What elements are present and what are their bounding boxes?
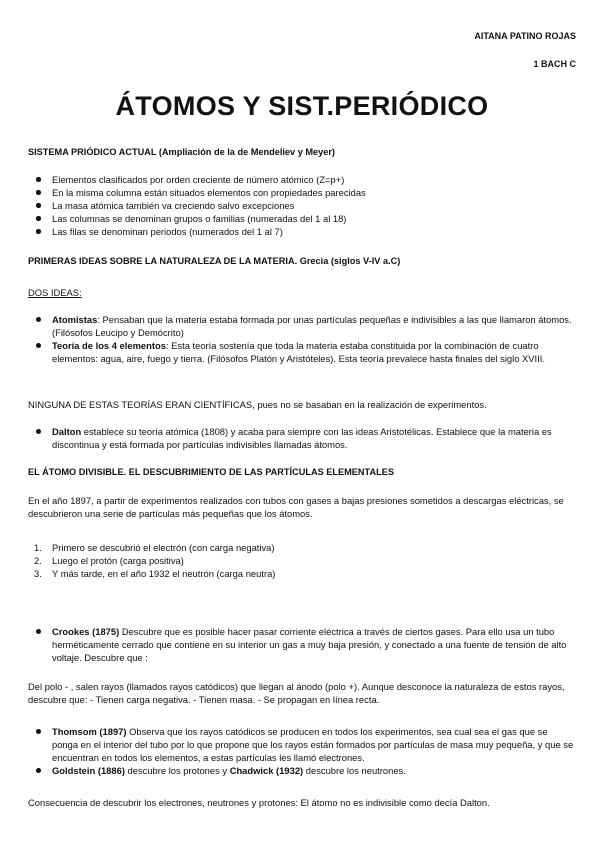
author-name: AITANA PATINO ROJAS <box>474 31 576 41</box>
dalton-term: Dalton <box>52 426 82 437</box>
thomsom-term: Thomsom (1897) <box>52 726 127 737</box>
list-item <box>28 625 576 664</box>
discovery-steps <box>28 541 576 580</box>
list-item <box>28 554 576 567</box>
section2-note: NINGUNA DE ESTAS TEORÍAS ERAN CIENTÍFICAS, pues no se basaban en la realización de experimentos. <box>28 399 487 410</box>
goldstein-text: descubre los protones y <box>124 765 230 776</box>
list-item: Las columnas se denominan grupos o familias (numeradas del 1 al 18) <box>28 212 576 225</box>
course-label: 1 BACH C <box>533 59 576 69</box>
crookes-list <box>28 625 576 664</box>
list-item <box>28 764 576 777</box>
crookes-term: Crookes (1875) <box>52 626 120 637</box>
thomsom-text: Observa que los rayos catódicos se producen en todos los experimentos, sea cual sea el gas que se ponga en el interior del tubo por lo que propone que los rayos están formados por partículas de masa muy pequeña, y que se encuentran en todos los elementos, a estas partículas les llamó electrones. <box>52 726 574 763</box>
list-item <box>28 567 576 580</box>
list-item <box>28 339 576 365</box>
list-item: Las filas se denominan periodos (numerados del 1 al 7) <box>28 225 576 238</box>
step-number: 1. <box>34 542 42 553</box>
chadwick-term: Chadwick (1932) <box>229 765 304 776</box>
polo-paragraph: Del polo - , salen rayos (llamados rayos catódicos) que llegan al ánodo (polo +). Aunque desconoce la naturaleza de estos rayos, descubre que: - Tienen carga negativa. - Tienen masa. - Se propagan en línea recta. <box>28 681 565 705</box>
ideas-list <box>28 313 576 365</box>
list-item <box>28 541 576 554</box>
thomsom-list <box>28 725 576 777</box>
step-number: 2. <box>34 555 42 566</box>
page-title: ÁTOMOS Y SIST.PERIÓDICO <box>115 91 489 121</box>
conclusion-paragraph: Consecuencia de descubrir los electrones, neutrones y protones: El átomo no es indivisible como decía Dalton. <box>28 797 490 808</box>
crookes-text: Descubre que es posible hacer pasar corriente eléctrica a través de ciertos gases. Para ello usa un tubo herméticamente cerrado que contiene en su interior un gas a muy baja presión, y conectado a una fuente de tensión de alto voltaje. Descubre que : <box>52 626 567 663</box>
step-text: Y más tarde, en el año 1932 el neutrón (carga neutra) <box>52 568 276 579</box>
section3-intro: En el año 1897, a partir de experimentos realizados con tubos con gases a bajas presiones sometidos a descargas eléctricas, se descubrieron una serie de partículas más pequeñas que los átomos. <box>28 495 564 519</box>
list-item: En la misma columna están situados elementos con propiedades parecidas <box>28 186 576 199</box>
dalton-list <box>28 425 576 451</box>
step-text: Luego el protón (carga positiva) <box>52 555 184 566</box>
section1-list <box>28 173 576 238</box>
list-item <box>28 425 576 451</box>
step-text: Primero se descubrió el electrón (con carga negativa) <box>52 542 275 553</box>
dalton-text: establece su teoría atómica (1808) y acaba para siempre con las ideas Aristotélicas. Establece que la materia es discontinua y está formada por partículas indivisibles llamadas átomos. <box>52 426 552 450</box>
chadwick-text: descubre los neutrones. <box>303 765 406 776</box>
idea-text: : Pensaban que la materia estaba formada por unas partículas pequeñas e indivisibles a las que llamaron átomos. (Filósofos Leucipo y Demócrito) <box>52 314 572 338</box>
idea-term: Atomistas <box>52 314 98 325</box>
idea-text: : Esta teoría sostenía que toda la materia estaba constituida por la combinación de cuatro elementos: agua, aire, fuego y tierra. (Filósofos Platón y Aristóteles). Esta teoría prevalece hasta finales del siglo XVIII. <box>52 340 545 364</box>
list-item: Elementos clasificados por orden creciente de número atómico (Z=p+) <box>28 173 576 186</box>
list-item: La masa atómica también va creciendo salvo excepciones <box>28 199 576 212</box>
goldstein-term: Goldstein (1886) <box>52 765 125 776</box>
list-item <box>28 313 576 339</box>
section2-subheading: DOS IDEAS: <box>28 287 82 298</box>
idea-term: Teoría de los 4 elementos <box>52 340 166 351</box>
section3-heading: EL ÁTOMO DIVISIBLE. EL DESCUBRIMIENTO DE LAS PARTÍCULAS ELEMENTALES <box>28 467 394 477</box>
list-item <box>28 725 576 764</box>
step-number: 3. <box>34 568 42 579</box>
section2-heading: PRIMERAS IDEAS SOBRE LA NATURALEZA DE LA MATERIA. Grecia (siglos V-IV a.C) <box>28 256 401 266</box>
section1-heading: SISTEMA PRIÓDICO ACTUAL (Ampliación de la de Mendeliev y Meyer) <box>28 147 335 157</box>
